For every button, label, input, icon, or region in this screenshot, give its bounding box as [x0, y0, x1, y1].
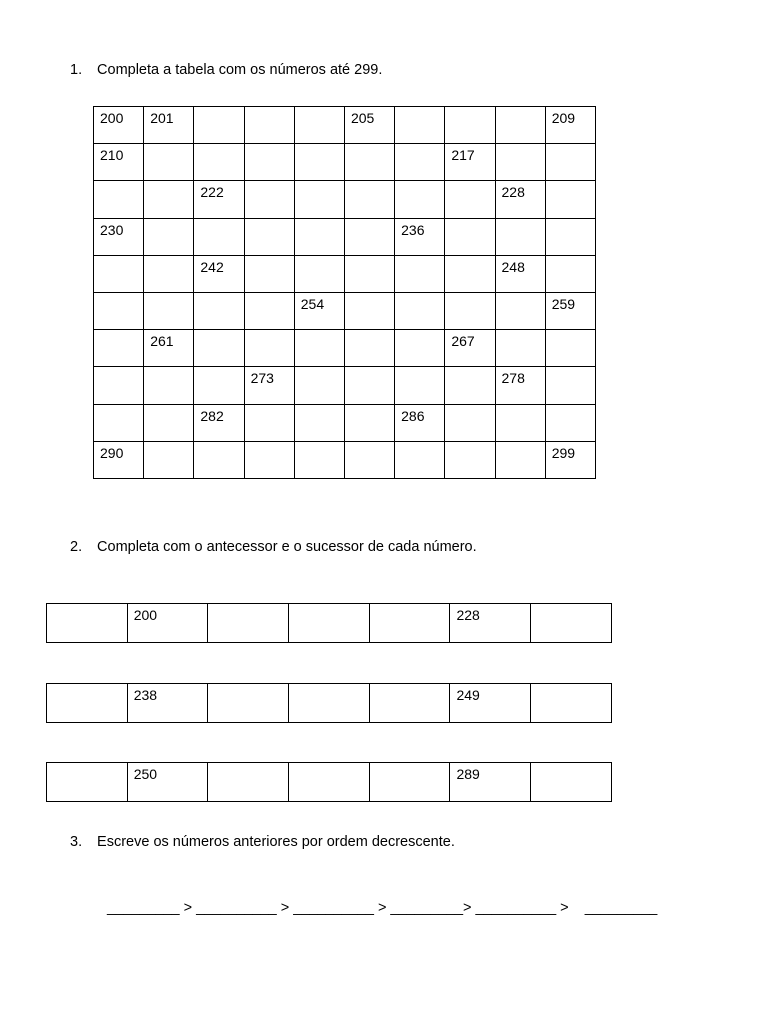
grid-cell-blank[interactable] — [194, 330, 244, 367]
strip-cell-blank[interactable] — [208, 604, 289, 643]
grid-cell-blank[interactable] — [294, 367, 344, 404]
question-1 — [70, 62, 382, 78]
grid-cell-value: 230 — [100, 221, 124, 238]
strip-cell-value — [47, 763, 127, 765]
grid-cell-blank[interactable] — [495, 441, 545, 478]
grid-cell-value: 259 — [551, 295, 576, 312]
strip-cell-filled — [450, 604, 531, 643]
grid-cell-blank[interactable] — [495, 218, 545, 255]
grid-cell-value — [245, 405, 294, 407]
grid-cell-blank[interactable] — [144, 144, 194, 181]
grid-cell-value — [295, 405, 344, 407]
grid-cell-value — [546, 405, 595, 407]
grid-cell-blank[interactable] — [94, 330, 144, 367]
grid-cell-value — [345, 256, 394, 258]
grid-cell-value — [194, 293, 243, 295]
grid-cell-value: 290 — [100, 444, 124, 461]
grid-row — [94, 404, 596, 441]
grid-cell-blank[interactable] — [495, 144, 545, 181]
grid-cell-value — [445, 367, 494, 369]
strip-cell-blank[interactable] — [289, 604, 370, 643]
grid-cell-blank[interactable] — [244, 404, 294, 441]
grid-cell-filled — [194, 255, 244, 292]
grid-cell-blank[interactable] — [244, 292, 294, 329]
grid-cell-value — [395, 293, 444, 295]
grid-cell-value — [245, 181, 294, 183]
grid-cell-value — [445, 181, 494, 183]
grid-cell-blank[interactable] — [194, 107, 244, 144]
strip-cell-blank[interactable] — [47, 763, 128, 802]
grid-cell-value — [295, 367, 344, 369]
grid-cell-value — [546, 219, 595, 221]
grid-cell-value: 248 — [501, 258, 525, 275]
question-2-text: Completa com o antecessor e o sucessor de cada número. — [97, 539, 477, 555]
grid-cell-value — [445, 293, 494, 295]
grid-cell-value: 261 — [150, 333, 174, 350]
grid-cell-value — [295, 256, 344, 258]
grid-cell-blank[interactable] — [144, 404, 194, 441]
grid-cell-filled — [545, 441, 595, 478]
grid-cell-value: 217 — [451, 147, 475, 164]
strip-row — [47, 763, 612, 802]
grid-cell-blank[interactable] — [445, 441, 495, 478]
grid-cell-blank[interactable] — [445, 367, 495, 404]
grid-cell-value — [345, 442, 394, 444]
grid-cell-value — [194, 219, 243, 221]
grid-cell-blank[interactable] — [94, 292, 144, 329]
strip-cell-value — [47, 604, 127, 606]
grid-cell-value — [496, 107, 545, 109]
grid-cell-value: 254 — [300, 295, 325, 312]
grid-cell-blank[interactable] — [194, 218, 244, 255]
grid-cell-blank[interactable] — [545, 330, 595, 367]
grid-cell-blank[interactable] — [194, 441, 244, 478]
grid-cell-blank[interactable] — [244, 255, 294, 292]
grid-cell-blank[interactable] — [445, 181, 495, 218]
grid-row — [94, 107, 596, 144]
grid-cell-blank[interactable] — [344, 367, 394, 404]
grid-cell-blank[interactable] — [344, 441, 394, 478]
strip-cell-blank[interactable] — [531, 684, 612, 723]
grid-cell-blank[interactable] — [545, 404, 595, 441]
predecessor-successor-row-1 — [46, 603, 612, 643]
grid-cell-value — [144, 144, 193, 146]
grid-cell-value — [395, 256, 444, 258]
grid-cell-blank[interactable] — [395, 441, 445, 478]
grid-cell-value — [395, 107, 444, 109]
grid-cell-value — [295, 330, 344, 332]
grid-cell-blank[interactable] — [294, 441, 344, 478]
grid-cell-blank[interactable] — [344, 255, 394, 292]
grid-cell-value — [245, 219, 294, 221]
strip-row — [47, 604, 612, 643]
strip-cell-blank[interactable] — [531, 604, 612, 643]
question-2 — [70, 539, 477, 555]
grid-cell-blank[interactable] — [445, 107, 495, 144]
grid-row — [94, 441, 596, 478]
grid-cell-blank[interactable] — [94, 181, 144, 218]
grid-cell-value — [496, 330, 545, 332]
grid-row — [94, 218, 596, 255]
grid-cell-value — [395, 330, 444, 332]
grid-cell-filled — [495, 367, 545, 404]
grid-cell-value — [295, 181, 344, 183]
grid-cell-blank[interactable] — [344, 330, 394, 367]
strip-cell-value: 238 — [133, 687, 158, 703]
strip-cell-value — [208, 684, 288, 686]
grid-cell-blank[interactable] — [94, 367, 144, 404]
question-3-number: 3. — [70, 834, 83, 850]
grid-cell-value — [496, 219, 545, 221]
grid-cell-filled — [244, 367, 294, 404]
grid-cell-blank[interactable] — [344, 292, 394, 329]
strip-cell-value — [208, 604, 288, 606]
grid-cell-filled — [94, 218, 144, 255]
grid-cell-value — [445, 219, 494, 221]
grid-cell-value — [94, 293, 143, 295]
grid-cell-value — [194, 144, 243, 146]
grid-cell-blank[interactable] — [395, 181, 445, 218]
grid-cell-value — [245, 107, 294, 109]
grid-row — [94, 144, 596, 181]
grid-cell-blank[interactable] — [294, 330, 344, 367]
grid-cell-blank[interactable] — [194, 367, 244, 404]
grid-cell-blank[interactable] — [294, 144, 344, 181]
strip-cell-value: 228 — [456, 607, 480, 623]
grid-cell-value — [395, 367, 444, 369]
grid-cell-blank[interactable] — [344, 181, 394, 218]
grid-cell-value — [295, 219, 344, 221]
grid-cell-value — [546, 181, 595, 183]
strip-cell-value — [370, 763, 450, 765]
grid-cell-value — [496, 442, 545, 444]
grid-cell-value — [94, 256, 143, 258]
grid-cell-value — [94, 181, 143, 183]
strip-cell-filled — [450, 763, 531, 802]
strip-cell-value — [208, 763, 288, 765]
grid-cell-value — [445, 107, 494, 109]
grid-cell-blank[interactable] — [344, 144, 394, 181]
grid-cell-blank[interactable] — [445, 218, 495, 255]
grid-cell-value — [94, 367, 143, 369]
grid-cell-filled — [94, 107, 144, 144]
grid-cell-blank[interactable] — [244, 330, 294, 367]
grid-cell-blank[interactable] — [445, 255, 495, 292]
grid-cell-value — [345, 293, 394, 295]
strip-cell-value — [531, 763, 611, 765]
grid-cell-value: 205 — [350, 110, 375, 126]
grid-row — [94, 292, 596, 329]
grid-cell-blank[interactable] — [144, 441, 194, 478]
grid-cell-blank[interactable] — [395, 330, 445, 367]
strip-cell-filled — [450, 684, 531, 723]
grid-cell-blank[interactable] — [244, 181, 294, 218]
strip-cell-blank[interactable] — [369, 684, 450, 723]
grid-cell-blank[interactable] — [545, 255, 595, 292]
grid-cell-value: 299 — [551, 444, 576, 461]
grid-cell-value: 209 — [551, 110, 576, 126]
grid-cell-value — [245, 330, 294, 332]
grid-cell-value — [295, 107, 344, 109]
strip-cell-value — [289, 763, 369, 765]
grid-cell-filled — [445, 144, 495, 181]
grid-cell-value — [445, 256, 494, 258]
grid-cell-blank[interactable] — [495, 292, 545, 329]
strip-cell-value: 249 — [456, 687, 480, 703]
strip-cell-value — [289, 604, 369, 606]
question-1-text: Completa a tabela com os números até 299. — [97, 62, 383, 78]
strip-cell-blank[interactable] — [208, 684, 289, 723]
grid-cell-blank[interactable] — [244, 218, 294, 255]
grid-cell-value — [345, 367, 394, 369]
grid-cell-blank[interactable] — [545, 367, 595, 404]
grid-row — [94, 367, 596, 404]
grid-cell-value — [144, 442, 193, 444]
strip-cell-filled — [127, 684, 208, 723]
grid-cell-filled — [395, 404, 445, 441]
grid-cell-blank[interactable] — [395, 367, 445, 404]
strip-cell-blank[interactable] — [47, 684, 128, 723]
grid-cell-filled — [495, 255, 545, 292]
strip-cell-filled — [127, 604, 208, 643]
grid-cell-blank[interactable] — [94, 255, 144, 292]
strip-cell-value — [531, 684, 611, 686]
grid-cell-value: 222 — [200, 184, 224, 201]
ordering-answer-line[interactable]: _________ > __________ > __________ > _________> __________ > _________ — [107, 900, 658, 916]
predecessor-successor-row-3 — [46, 762, 612, 802]
grid-cell-value — [546, 367, 595, 369]
grid-cell-blank[interactable] — [144, 218, 194, 255]
grid-cell-value — [194, 367, 243, 369]
grid-cell-filled — [194, 181, 244, 218]
question-2-number: 2. — [70, 539, 83, 555]
grid-cell-filled — [194, 404, 244, 441]
grid-cell-blank[interactable] — [244, 144, 294, 181]
question-3-text: Escreve os números anteriores por ordem decrescente. — [97, 834, 455, 850]
grid-cell-value: 282 — [200, 407, 224, 424]
grid-cell-filled — [94, 441, 144, 478]
grid-cell-filled — [344, 107, 394, 144]
strip-cell-value — [289, 684, 369, 686]
grid-cell-value — [144, 181, 193, 183]
strip-cell-value — [47, 684, 127, 686]
grid-cell-value — [345, 330, 394, 332]
grid-row — [94, 330, 596, 367]
grid-cell-filled — [144, 107, 194, 144]
strip-cell-value — [370, 684, 450, 686]
grid-cell-blank[interactable] — [294, 181, 344, 218]
strip-cell-filled — [127, 763, 208, 802]
grid-cell-blank[interactable] — [144, 367, 194, 404]
strip-cell-blank[interactable] — [369, 763, 450, 802]
strip-cell-blank[interactable] — [47, 604, 128, 643]
strip-cell-value — [531, 604, 611, 606]
strip-cell-blank[interactable] — [289, 763, 370, 802]
grid-cell-blank[interactable] — [545, 181, 595, 218]
grid-cell-blank[interactable] — [495, 330, 545, 367]
grid-cell-value — [395, 181, 444, 183]
grid-cell-blank[interactable] — [294, 255, 344, 292]
grid-cell-blank[interactable] — [495, 107, 545, 144]
grid-cell-blank[interactable] — [344, 404, 394, 441]
strip-cell-blank[interactable] — [208, 763, 289, 802]
grid-cell-blank[interactable] — [194, 144, 244, 181]
strip-cell-value: 200 — [133, 607, 158, 623]
grid-cell-value: 267 — [451, 333, 475, 350]
grid-cell-blank[interactable] — [244, 107, 294, 144]
grid-cell-value — [345, 219, 394, 221]
strip-cell-blank[interactable] — [531, 763, 612, 802]
grid-cell-value — [295, 144, 344, 146]
grid-cell-value: 200 — [100, 110, 124, 126]
grid-cell-filled — [545, 292, 595, 329]
grid-cell-value — [546, 330, 595, 332]
strip-cell-blank[interactable] — [369, 604, 450, 643]
grid-cell-filled — [495, 181, 545, 218]
grid-cell-value — [345, 144, 394, 146]
grid-cell-blank[interactable] — [294, 107, 344, 144]
grid-cell-value — [546, 256, 595, 258]
grid-cell-blank[interactable] — [395, 255, 445, 292]
grid-cell-value: 210 — [100, 147, 124, 164]
grid-cell-blank[interactable] — [94, 404, 144, 441]
grid-cell-value — [345, 181, 394, 183]
grid-cell-blank[interactable] — [144, 255, 194, 292]
grid-cell-value — [144, 367, 193, 369]
grid-cell-value — [144, 256, 193, 258]
question-1-number: 1. — [70, 62, 83, 78]
grid-cell-filled — [144, 330, 194, 367]
grid-cell-value — [395, 442, 444, 444]
grid-cell-value — [194, 107, 243, 109]
grid-cell-blank[interactable] — [495, 404, 545, 441]
grid-cell-value: 201 — [150, 110, 174, 126]
grid-cell-value — [496, 293, 545, 295]
grid-cell-value — [295, 442, 344, 444]
grid-cell-value — [245, 256, 294, 258]
grid-cell-value — [245, 293, 294, 295]
number-grid-table — [93, 106, 596, 479]
strip-cell-value: 250 — [133, 766, 158, 782]
grid-cell-blank[interactable] — [294, 218, 344, 255]
grid-cell-blank[interactable] — [545, 144, 595, 181]
grid-cell-blank[interactable] — [294, 404, 344, 441]
grid-cell-value — [445, 405, 494, 407]
grid-cell-value — [496, 144, 545, 146]
grid-cell-blank[interactable] — [144, 181, 194, 218]
grid-cell-blank[interactable] — [194, 292, 244, 329]
grid-cell-value: 242 — [200, 258, 224, 275]
grid-cell-value: 286 — [401, 407, 425, 424]
grid-cell-value — [395, 144, 444, 146]
grid-cell-blank[interactable] — [545, 218, 595, 255]
grid-cell-value: 278 — [501, 370, 525, 387]
strip-row — [47, 684, 612, 723]
strip-cell-value — [370, 604, 450, 606]
grid-cell-value — [94, 330, 143, 332]
grid-cell-blank[interactable] — [344, 218, 394, 255]
grid-cell-value — [345, 405, 394, 407]
grid-cell-blank[interactable] — [395, 107, 445, 144]
grid-cell-blank[interactable] — [244, 441, 294, 478]
grid-cell-value — [496, 405, 545, 407]
question-3 — [70, 834, 455, 850]
grid-cell-blank[interactable] — [144, 292, 194, 329]
grid-cell-value — [144, 405, 193, 407]
grid-cell-value — [445, 442, 494, 444]
strip-cell-blank[interactable] — [289, 684, 370, 723]
grid-cell-filled — [395, 218, 445, 255]
grid-cell-value: 236 — [401, 221, 425, 238]
grid-cell-value — [194, 442, 243, 444]
grid-row — [94, 255, 596, 292]
grid-cell-value — [245, 442, 294, 444]
grid-cell-filled — [94, 144, 144, 181]
predecessor-successor-row-2 — [46, 683, 612, 723]
grid-row — [94, 181, 596, 218]
grid-cell-value — [94, 405, 143, 407]
grid-cell-filled — [445, 330, 495, 367]
grid-cell-filled — [545, 107, 595, 144]
grid-cell-value: 273 — [250, 370, 274, 387]
grid-cell-value — [194, 330, 243, 332]
grid-cell-value — [546, 144, 595, 146]
grid-cell-blank[interactable] — [445, 404, 495, 441]
grid-cell-value — [144, 219, 193, 221]
grid-cell-blank[interactable] — [395, 144, 445, 181]
grid-cell-value — [245, 144, 294, 146]
grid-cell-blank[interactable] — [445, 292, 495, 329]
strip-cell-value: 289 — [456, 766, 480, 782]
grid-cell-blank[interactable] — [395, 292, 445, 329]
grid-cell-value: 228 — [501, 184, 525, 201]
grid-cell-filled — [294, 292, 344, 329]
grid-cell-value — [144, 293, 193, 295]
